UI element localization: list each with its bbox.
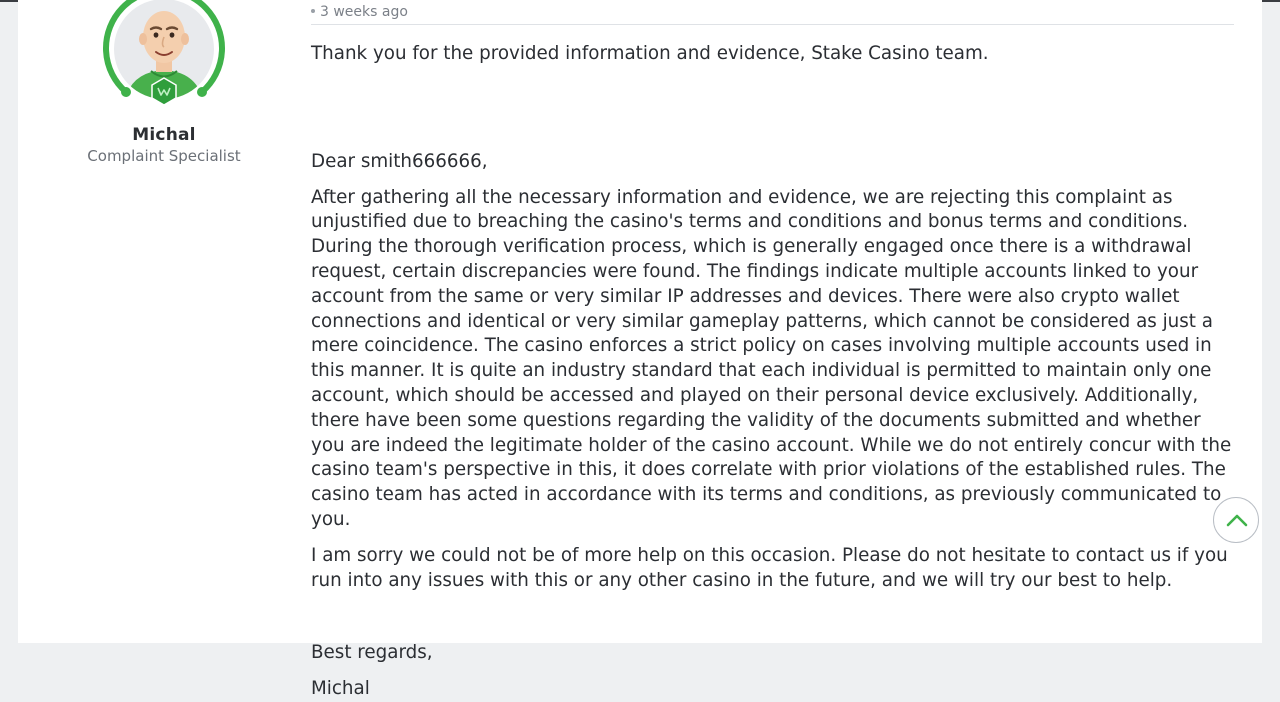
author-panel — [78, 0, 250, 165]
post-meta — [311, 0, 1234, 25]
comment-body — [311, 0, 1234, 702]
scroll-to-top-button[interactable] — [1213, 497, 1259, 543]
chevron-up-icon — [1225, 510, 1249, 530]
paragraph-thanks: Thank you for the provided information and evidence, Stake Casino team. — [311, 43, 989, 64]
paragraph-regards: Best regards, — [311, 642, 433, 664]
paragraph-signature: Michal — [311, 678, 370, 700]
author-name[interactable]: Michal — [132, 125, 196, 145]
post-timestamp: 3 weeks ago — [320, 4, 408, 20]
paragraph-decision: After gathering all the necessary information and evidence, we are rejecting this complaint as unjustified due to breaching the casino's terms and conditions and bonus terms and conditions. During the thorough verification process, which is generally engaged once there is a withdrawal request, certain discrepancies were found. The findings indicate multiple accounts linked to your account from the same or very similar IP addresses and devices. There were also crypto wallet connections and identical or very similar gameplay patterns, which cannot be considered as just a mere coincidence. The casino enforces a strict policy on cases involving multiple accounts used in this manner. It is quite an industry standard that each individual is permitted to maintain only one account, which should be accessed and played on their personal device exclusively. Additionally, there have been some questions regarding the validity of the documents submitted and whether you are indeed the legitimate holder of the casino account. While we do not entirely concur with the casino team's perspective in this, it does correlate with prior violations of the established rules. The casino team has acted in accordance with its terms and conditions, as previously communicated to you. — [311, 186, 1232, 530]
comment-card — [18, 0, 1262, 700]
avatar[interactable] — [99, 0, 229, 120]
author-role: Complaint Specialist — [87, 147, 241, 165]
paragraph-greeting: Dear smith666666, — [311, 150, 488, 172]
meta-dot-icon — [311, 9, 315, 13]
paragraph-closing: I am sorry we could not be of more help on this occasion. Please do not hesitate to contact us if you run into any issues with this or any other casino in the future, and we will try our best to help. — [311, 544, 1228, 591]
avatar-illustration — [99, 0, 229, 120]
